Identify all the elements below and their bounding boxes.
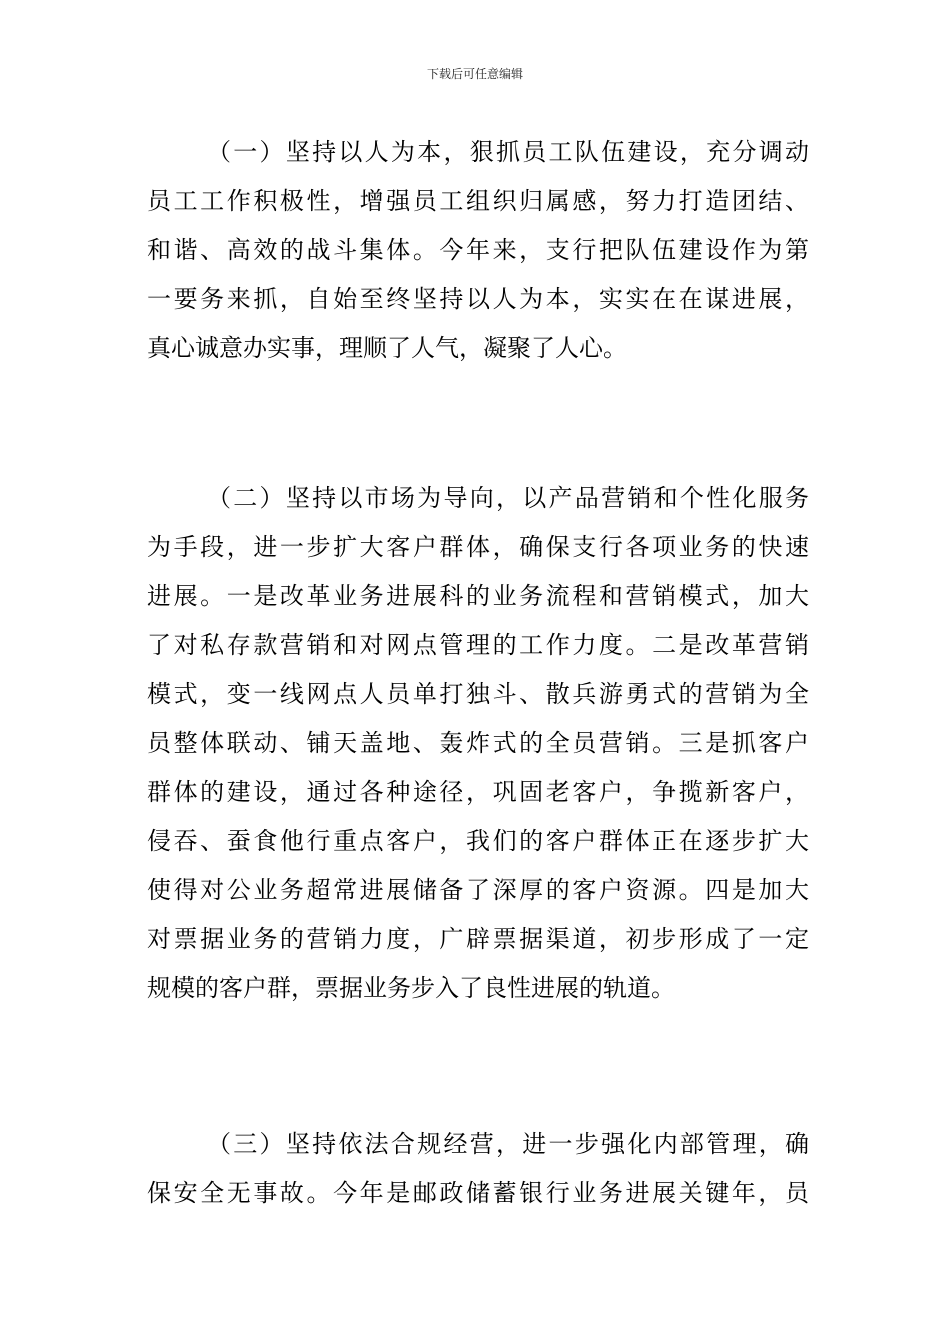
- header-note: 下载后可任意编辑: [426, 67, 523, 81]
- paragraph-line: 规模的客户群，票据业务步入了良性进展的轨道。: [147, 974, 675, 1002]
- paragraph-line: 员工工作积极性，增强员工组织归属感，努力打造团结、: [147, 187, 809, 215]
- paragraph-1: [147, 128, 809, 373]
- paragraph-line: （三）坚持依法合规经营，进一步强化内部管理，确: [207, 1130, 809, 1158]
- paragraph-3: [147, 1120, 809, 1218]
- paragraph-line: 保安全无事故。今年是邮政储蓄银行业务进展关键年，员: [147, 1179, 809, 1207]
- paragraph-line: 真心诚意办实事，理顺了人气，凝聚了人心。: [147, 334, 627, 362]
- paragraph-line: 模式，变一线网点人员单打独斗、散兵游勇式的营销为全: [147, 680, 809, 708]
- paragraph-line: 了对私存款营销和对网点管理的工作力度。二是改革营销: [147, 631, 809, 659]
- paragraph-2: [147, 474, 809, 1013]
- paragraph-line: 员整体联动、铺天盖地、轰炸式的全员营销。三是抓客户: [147, 729, 809, 757]
- paragraph-line: 进展。一是改革业务进展科的业务流程和营销模式，加大: [147, 582, 809, 610]
- paragraph-line: 群体的建设，通过各种途径，巩固老客户，争揽新客户，: [147, 778, 809, 806]
- paragraph-line: 和谐、高效的战斗集体。今年来，支行把队伍建设作为第: [147, 236, 809, 264]
- paragraph-line: 为手段，进一步扩大客户群体，确保支行各项业务的快速: [147, 533, 809, 561]
- paragraph-line: 对票据业务的营销力度，广辟票据渠道，初步形成了一定: [147, 925, 809, 953]
- paragraph-line: （二）坚持以市场为导向，以产品营销和个性化服务: [207, 484, 809, 512]
- paragraph-line: 使得对公业务超常进展储备了深厚的客户资源。四是加大: [147, 876, 809, 904]
- paragraph-line: 侵吞、蚕食他行重点客户，我们的客户群体正在逐步扩大: [147, 827, 809, 855]
- paragraph-line: 一要务来抓，自始至终坚持以人为本，实实在在谋进展，: [147, 285, 809, 313]
- paragraph-line: （一）坚持以人为本，狠抓员工队伍建设，充分调动: [207, 138, 809, 166]
